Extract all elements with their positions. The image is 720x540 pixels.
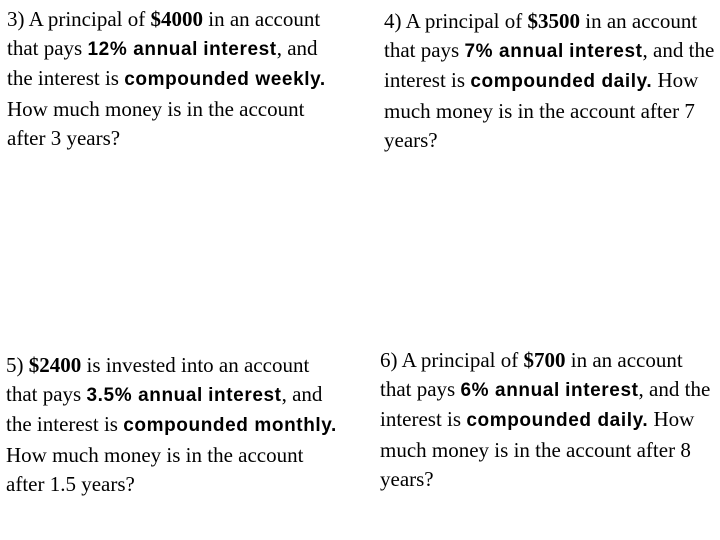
problem-3	[7, 5, 342, 153]
problem-intro: A principal of	[401, 348, 519, 372]
principal-amount: $2400	[28, 353, 82, 377]
problem-intro: A principal of	[405, 9, 523, 33]
problem-question: How much money is in the account after 3 years?	[7, 97, 305, 150]
interest-rate: 7% annual	[464, 40, 564, 62]
problem-question: How much money is in the account after 1.5 years?	[6, 443, 304, 496]
problem-number: 3)	[7, 7, 25, 31]
problem-text: , and the interest is	[384, 37, 715, 93]
problem-question: How much money is in the account after 8 years?	[380, 407, 695, 491]
problem-question: How much money is in the account after 7 years?	[384, 68, 699, 152]
principal-amount: $4000	[150, 7, 203, 31]
problem-4	[384, 7, 719, 155]
interest-rate: 12% annual	[87, 38, 199, 60]
principal-amount: $3500	[527, 9, 580, 33]
interest-word: interest	[565, 379, 639, 401]
problem-text: in an account that pays	[384, 9, 698, 62]
problem-intro: A principal of	[28, 7, 146, 31]
interest-rate: 3.5% annual	[86, 384, 203, 406]
problem-number: 4)	[384, 9, 402, 33]
compounding-period: compounded daily.	[470, 71, 653, 93]
problem-text: is invested into an account that pays	[6, 353, 310, 406]
problem-6	[380, 346, 715, 494]
interest-word: interest	[208, 384, 282, 406]
problem-number: 5)	[6, 353, 24, 377]
interest-word: interest	[569, 40, 643, 62]
interest-rate: 6% annual	[460, 379, 560, 401]
problem-number: 6)	[380, 348, 398, 372]
compounding-period: compounded daily.	[466, 410, 649, 432]
compounding-period: compounded monthly.	[123, 415, 337, 437]
problem-text: , and the interest is	[7, 35, 318, 91]
problem-text: in an account that pays	[7, 7, 321, 60]
problem-text: , and the interest is	[380, 376, 711, 432]
principal-amount: $700	[523, 348, 566, 372]
interest-word: interest	[203, 38, 277, 60]
problem-text: in an account that pays	[380, 348, 683, 401]
compounding-period: compounded weekly.	[124, 69, 326, 91]
problem-text: , and the interest is	[6, 381, 323, 437]
problem-5	[6, 351, 341, 499]
